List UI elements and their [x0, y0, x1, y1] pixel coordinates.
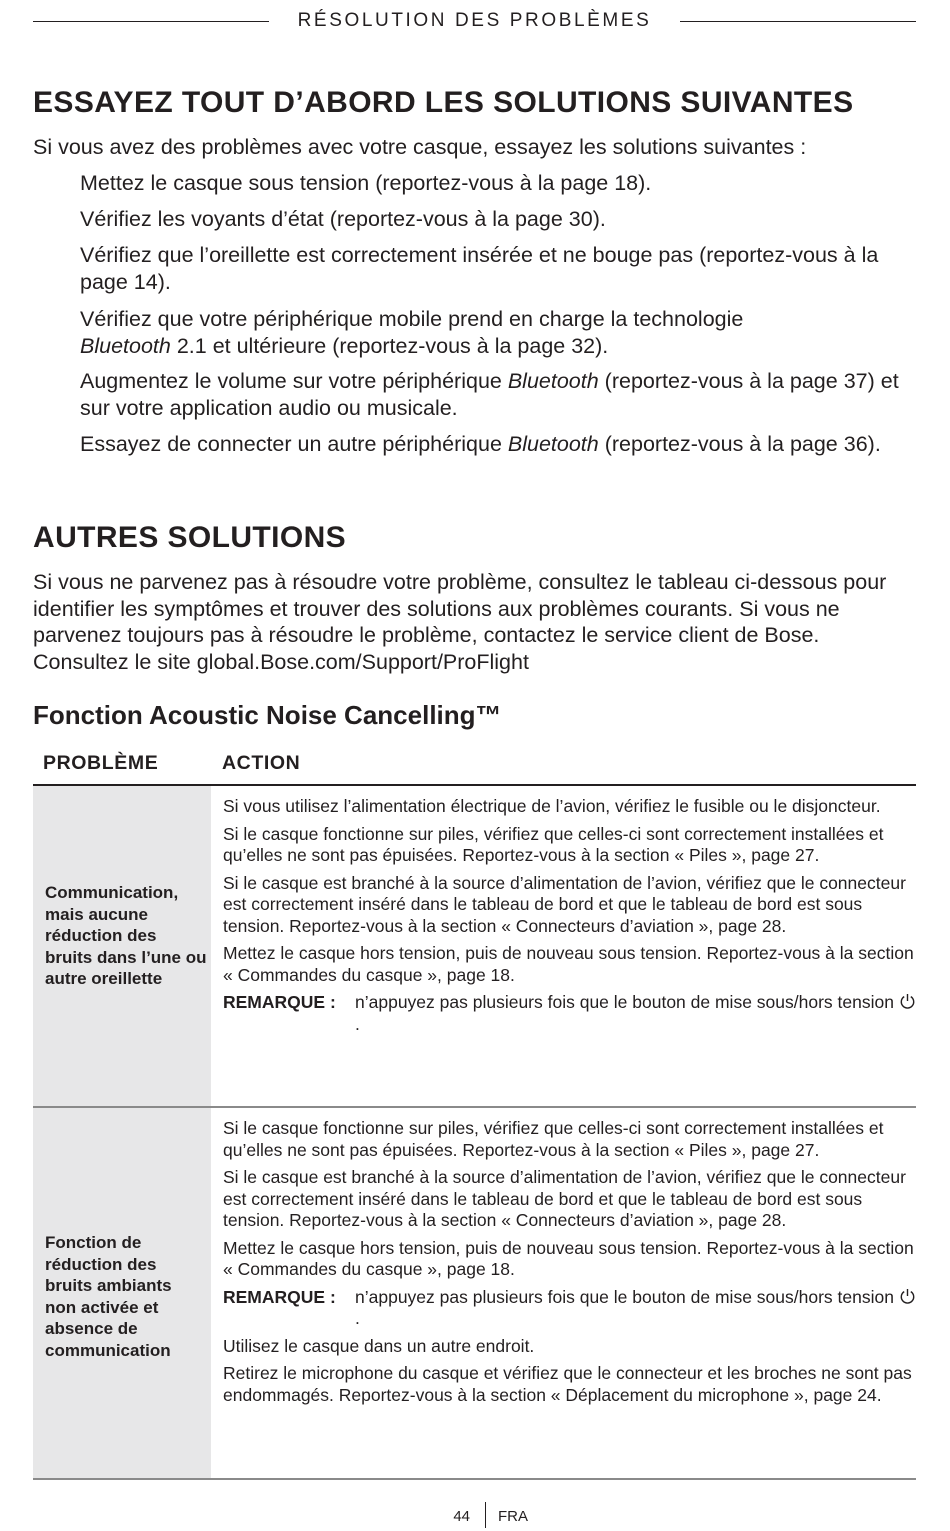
running-header: [33, 8, 916, 34]
note-label: REMARQUE :: [223, 1286, 336, 1307]
list-item: Augmentez le volume sur votre périphérique Bluetooth (reportez-vous à la page 37) et sur votre application audio ou musicale.: [80, 369, 899, 420]
power-icon: [899, 1288, 916, 1305]
section-intro: Si vous avez des problèmes avec votre casque, essayez les solutions suivantes :: [33, 135, 807, 159]
section-body: Si vous ne parvenez pas à résoudre votre problème, consultez le tableau ci-dessous pour identifier les symptômes et trouver des solutions aux problèmes courants. Si vous ne parvenez toujours pas à résoudre le problème, contactez le service client de Bose. Consultez le site global.Bose.com/Support/ProFlight: [33, 570, 887, 674]
action-cell: [223, 1108, 916, 1418]
action-text: Mettez le casque hors tension, puis de nouveau sous tension. Reportez-vous à la section « Commandes du casque », page 18.: [223, 1237, 914, 1279]
action-text: Si vous utilisez l’alimentation électrique de l’avion, vérifiez le fusible ou le disjoncteur.: [223, 796, 881, 816]
column-header-action: ACTION: [222, 752, 301, 774]
column-header-problem: PROBLÈME: [43, 752, 159, 774]
note-label: REMARQUE :: [223, 992, 336, 1012]
action-text: Utilisez le casque dans un autre endroit.: [223, 1335, 535, 1356]
list-item: Vérifiez que votre périphérique mobile prend en charge la technologie Bluetooth 2.1 et ultérieure (reportez-vous à la page 32).: [80, 307, 744, 358]
action-text: Retirez le microphone du casque et vérifiez que le connecteur et les broches ne sont pas endommagés. Reportez-vous à la section « Déplacement du microphone », page 24.: [223, 1363, 912, 1405]
list-item: Mettez le casque sous tension (reportez-vous à la page 18).: [80, 171, 652, 195]
note-text: n’appuyez pas plusieurs fois que le bouton de mise sous/hors tension .: [355, 1287, 916, 1330]
problem-cell: [33, 786, 211, 1106]
table-subheading: Fonction Acoustic Noise Cancelling™: [33, 700, 502, 730]
section-heading-other-solutions: AUTRES SOLUTIONS: [33, 521, 347, 554]
problem-text: Communication, mais aucune réduction des bruits dans l’une ou autre oreillette: [45, 883, 207, 988]
note: [223, 992, 916, 1035]
action-text: Si le casque fonctionne sur piles, vérifiez que celles-ci sont correctement installées et qu’elles ne sont pas épuisées. Reportez-vous à la section « Piles », page 27.: [223, 823, 884, 865]
problem-cell: [33, 1108, 211, 1478]
header-title: RÉSOLUTION DES PROBLÈMES: [297, 10, 652, 31]
action-text: Si le casque est branché à la source d’alimentation de l’avion, vérifiez que le connecteur est correctement inséré dans le tableau de bord et que le tableau de bord est sous tension. Reportez-vous à la section « Connecteurs d’aviation », page 28.: [223, 872, 906, 936]
list-item: Vérifiez que l’oreillette est correctement insérée et ne bouge pas (reportez-vous à la page 14).: [80, 243, 879, 294]
list-item: Essayez de connecter un autre périphérique Bluetooth (reportez-vous à la page 36).: [80, 432, 881, 456]
action-text: Si le casque fonctionne sur piles, vérifiez que celles-ci sont correctement installées et qu’elles ne sont pas épuisées. Reportez-vous à la section « Piles », page 27.: [223, 1118, 884, 1160]
header-rule-right: [680, 21, 916, 22]
power-icon: [899, 993, 916, 1010]
action-text: Si le casque est branché à la source d’alimentation de l’avion, vérifiez que le connecteur est correctement inséré dans le tableau de bord et que le tableau de bord est sous tension. Reportez-vous à la section « Connecteurs d’aviation », page 28.: [223, 1167, 906, 1230]
problem-text: Fonction de réduction des bruits ambiants non activée et absence de communication: [45, 1233, 172, 1360]
action-text: Mettez le casque hors tension, puis de nouveau sous tension. Reportez-vous à la section « Commandes du casque », page 18.: [223, 943, 914, 985]
note: [223, 1287, 916, 1330]
language-code: FRA: [498, 1508, 528, 1525]
page-footer: [0, 1502, 950, 1530]
table-header: [33, 748, 916, 786]
note-text: n’appuyez pas plusieurs fois que le bouton de mise sous/hors tension .: [355, 992, 916, 1035]
footer-divider: [485, 1502, 486, 1528]
table-row: [33, 1108, 916, 1480]
list-item: Vérifiez les voyants d’état (reportez-vous à la page 30).: [80, 207, 606, 231]
action-cell: [223, 786, 916, 1047]
page-number: 44: [453, 1508, 470, 1525]
table-row: [33, 786, 916, 1108]
section-heading-first-solutions: ESSAYEZ TOUT D’ABORD LES SOLUTIONS SUIVANTES: [33, 86, 854, 119]
troubleshooting-table: [33, 748, 916, 1480]
